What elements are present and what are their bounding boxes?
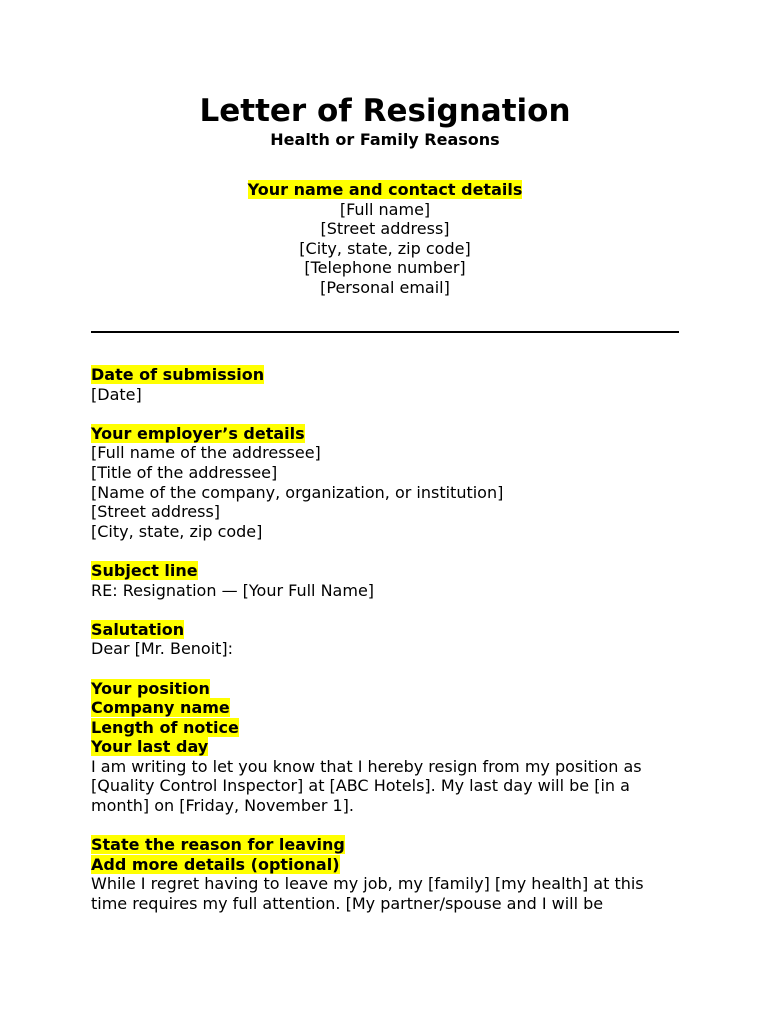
notice-heading: Length of notice bbox=[91, 717, 239, 737]
subject-value: RE: Resignation — [Your Full Name] bbox=[91, 580, 375, 600]
position-paragraph-line: I am writing to let you know that I hereby resign from my position as bbox=[91, 756, 642, 776]
contact-block bbox=[0, 180, 770, 298]
horizontal-divider bbox=[91, 331, 679, 333]
letter-body bbox=[91, 365, 691, 914]
date-heading: Date of submission bbox=[91, 365, 265, 384]
contact-line: [Street address] bbox=[320, 219, 450, 239]
position-paragraph-line: [Quality Control Inspector] at [ABC Hotels]. My last day will be [in a bbox=[91, 776, 630, 796]
letter-subtitle: Health or Family Reasons bbox=[270, 130, 500, 149]
position-heading: Your position bbox=[91, 678, 210, 698]
letter-title: Letter of Resignation bbox=[199, 93, 571, 129]
employer-line: [Name of the company, organization, or institution] bbox=[91, 482, 504, 502]
subject-heading: Subject line bbox=[91, 560, 198, 580]
contact-line: [Telephone number] bbox=[304, 258, 466, 278]
contact-line: [Personal email] bbox=[320, 277, 450, 297]
employer-line: [City, state, zip code] bbox=[91, 521, 263, 541]
reason-paragraph-line: time requires my full attention. [My partner/spouse and I will be bbox=[91, 894, 604, 914]
reason-heading: State the reason for leaving bbox=[91, 835, 345, 855]
employer-heading: Your employer’s details bbox=[91, 423, 305, 443]
employer-line: [Full name of the addressee] bbox=[91, 443, 321, 463]
salutation-value: Dear [Mr. Benoit]: bbox=[91, 639, 234, 659]
contact-line: [City, state, zip code] bbox=[299, 238, 471, 258]
employer-line: [Street address] bbox=[91, 502, 221, 522]
date-value: [Date] bbox=[91, 384, 142, 404]
contact-line: [Full name] bbox=[339, 199, 431, 219]
salutation-heading: Salutation bbox=[91, 619, 185, 639]
last-day-heading: Your last day bbox=[91, 737, 209, 757]
position-paragraph-line: month] on [Friday, November 1]. bbox=[91, 796, 355, 816]
company-heading: Company name bbox=[91, 698, 230, 718]
reason-paragraph-line: While I regret having to leave my job, my [family] [my health] at this bbox=[91, 874, 644, 894]
contact-heading: Your name and contact details bbox=[247, 180, 523, 199]
details-heading: Add more details (optional) bbox=[91, 854, 340, 874]
employer-line: [Title of the addressee] bbox=[91, 462, 278, 482]
